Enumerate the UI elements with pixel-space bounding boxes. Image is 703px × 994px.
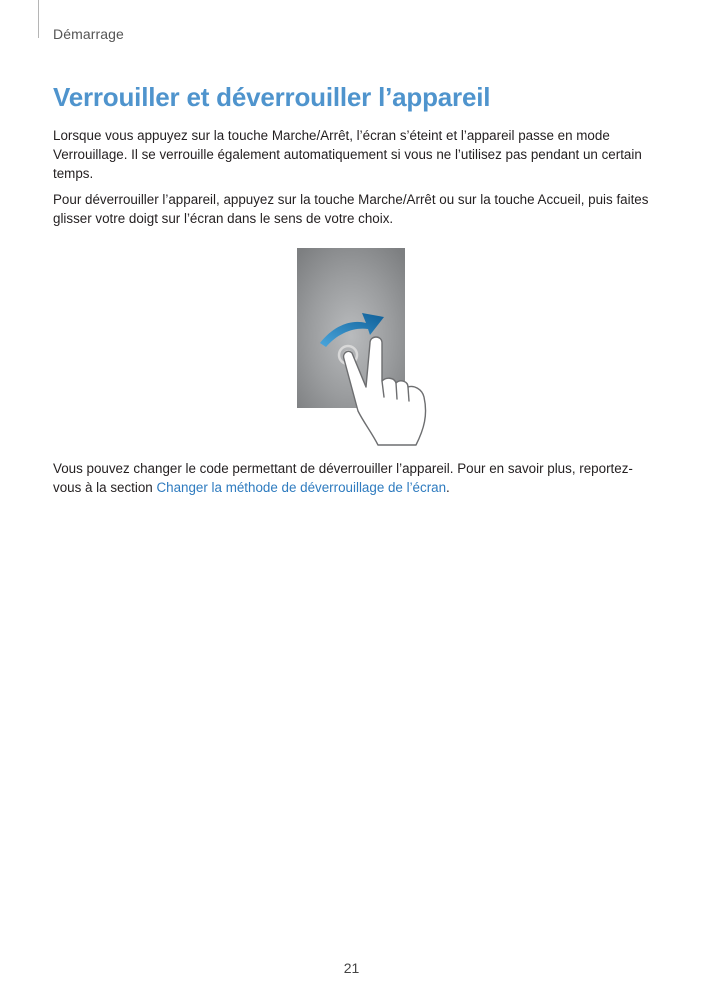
section-label: Démarrage xyxy=(53,26,124,42)
unlock-swipe-illustration xyxy=(296,247,432,447)
paragraph-unlock-instructions: Pour déverrouiller l’appareil, appuyez sur la touche Marche/Arrêt ou sur la touche Accueil, puis faites glisser votre doigt sur l’écran dans le sens de votre choix. xyxy=(53,192,649,226)
page-title: Verrouiller et déverrouiller l’appareil xyxy=(53,82,491,112)
body-text xyxy=(53,126,653,235)
body-text-secondary xyxy=(53,459,653,497)
page-number: 21 xyxy=(343,960,360,976)
paragraph-lock-mode: Lorsque vous appuyez sur la touche Marche/Arrêt, l’écran s’éteint et l’appareil passe en mode Verrouillage. Il se verrouille également automatiquement si vous ne l’utilisez pas pendant un certain temps. xyxy=(53,128,642,181)
header-rule xyxy=(38,0,39,38)
screen-lock-method-link[interactable]: Changer la méthode de déverrouillage de l’écran xyxy=(156,480,447,495)
paragraph-text: Vous pouvez changer le code permettant de déverrouiller l’appareil. Pour en savoir plus, reportez-vous à la section xyxy=(53,461,633,495)
paragraph-change-unlock-code xyxy=(53,459,653,497)
paragraph-end: . xyxy=(446,480,450,495)
swipe-gesture-icon xyxy=(296,247,432,447)
